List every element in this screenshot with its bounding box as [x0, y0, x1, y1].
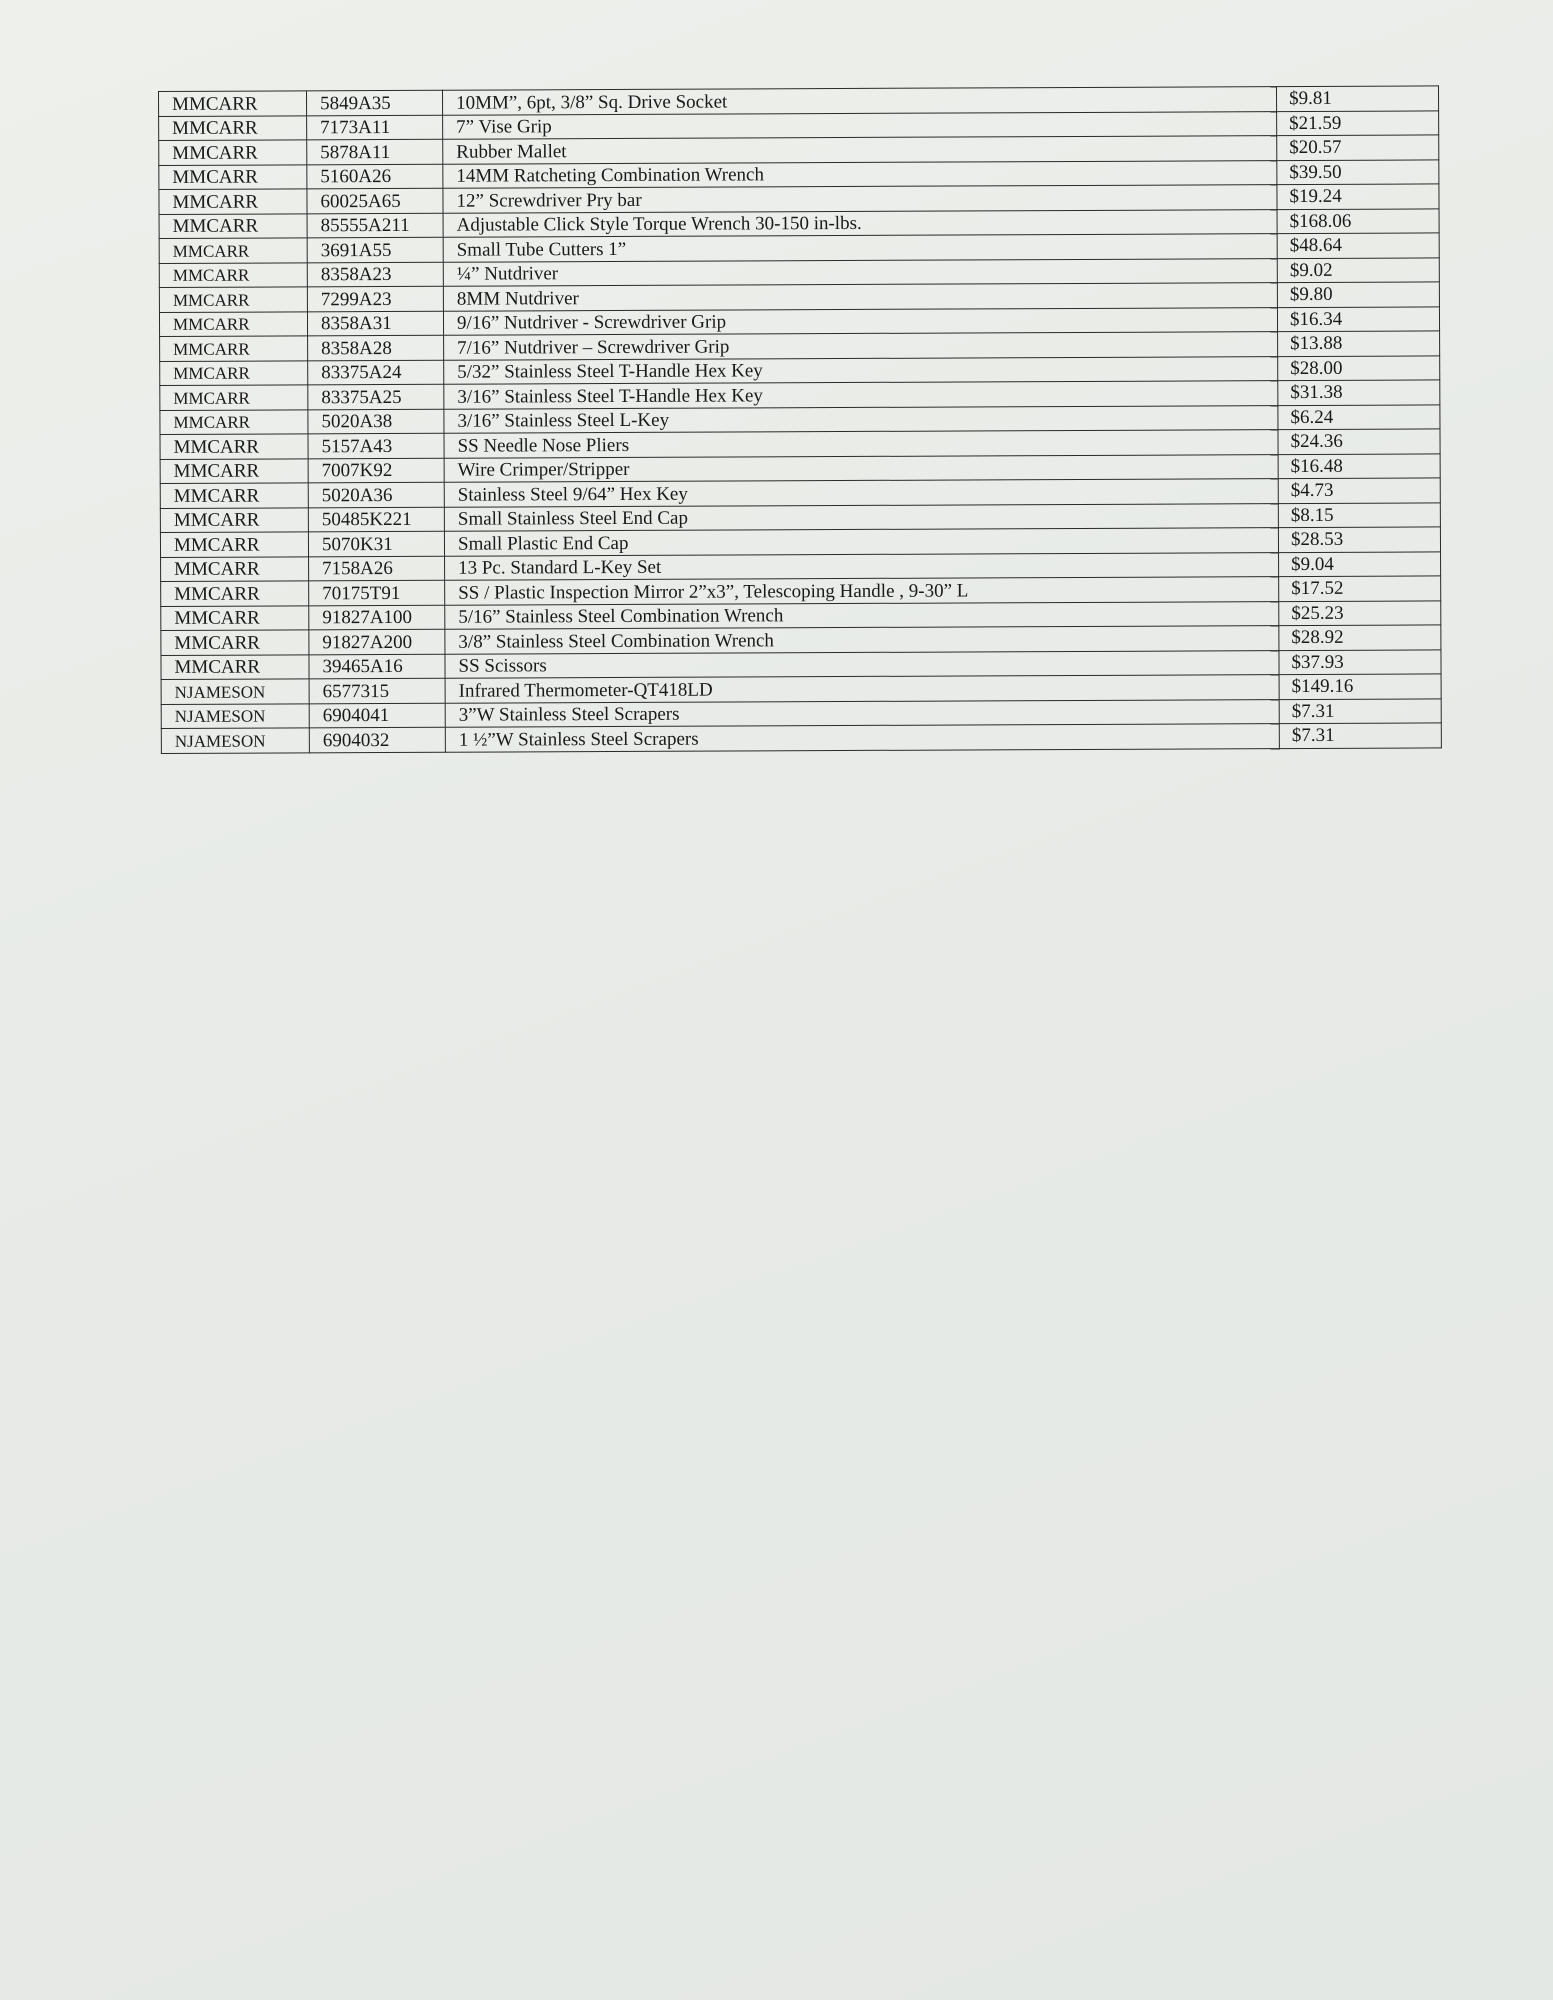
description-cell: 9/16” Nutdriver - Screwdriver Grip [443, 307, 1277, 335]
description-cell: 1 ½”W Stainless Steel Scrapers [445, 724, 1279, 752]
part-number-cell: 7007K92 [308, 458, 444, 483]
part-number-cell: 6904032 [309, 727, 445, 752]
vendor-cell: MMCARR [159, 213, 307, 238]
price-cell: $28.92 [1279, 625, 1441, 650]
vendor-cell: MMCARR [160, 507, 308, 532]
price-cell: $48.64 [1277, 233, 1439, 258]
vendor-cell: MMCARR [159, 189, 307, 214]
vendor-cell: MMCARR [159, 115, 307, 140]
vendor-cell: MMCARR [160, 336, 308, 361]
vendor-cell: MMCARR [159, 164, 307, 189]
vendor-cell: NJAMESON [161, 679, 309, 704]
part-number-cell: 60025A65 [307, 188, 443, 213]
vendor-cell: MMCARR [160, 360, 308, 385]
price-cell: $9.80 [1277, 282, 1439, 307]
vendor-cell: MMCARR [160, 483, 308, 508]
vendor-cell: MMCARR [161, 654, 309, 679]
part-number-cell: 6904041 [309, 703, 445, 728]
price-cell: $28.00 [1278, 355, 1440, 380]
part-number-cell: 7299A23 [307, 286, 443, 311]
price-cell: $16.34 [1277, 306, 1439, 331]
vendor-cell: MMCARR [161, 630, 309, 655]
part-number-cell: 85555A211 [307, 213, 443, 238]
vendor-cell: MMCARR [161, 605, 309, 630]
vendor-cell: MMCARR [159, 311, 307, 336]
part-number-cell: 83375A24 [308, 360, 444, 385]
part-number-cell: 8358A28 [308, 335, 444, 360]
part-number-cell: 7158A26 [309, 556, 445, 581]
description-cell: 5/16” Stainless Steel Combination Wrench [445, 601, 1279, 629]
description-cell: 12” Screwdriver Pry bar [443, 185, 1277, 213]
price-cell: $168.06 [1277, 208, 1439, 233]
price-cell: $4.73 [1278, 478, 1440, 503]
part-number-cell: 91827A200 [309, 629, 445, 654]
description-cell: 10MM”, 6pt, 3/8” Sq. Drive Socket [442, 87, 1276, 115]
part-number-cell: 5020A36 [308, 482, 444, 507]
table-row [161, 723, 1441, 753]
price-cell: $24.36 [1278, 429, 1440, 454]
description-cell: Stainless Steel 9/64” Hex Key [444, 479, 1278, 507]
price-cell: $7.31 [1279, 723, 1441, 748]
description-cell: Rubber Mallet [443, 136, 1277, 164]
vendor-cell: NJAMESON [161, 728, 309, 753]
part-number-cell: 5070K31 [308, 531, 444, 556]
vendor-cell: MMCARR [159, 238, 307, 263]
vendor-cell: MMCARR [160, 409, 308, 434]
description-cell: ¼” Nutdriver [443, 258, 1277, 286]
vendor-cell: NJAMESON [161, 703, 309, 728]
vendor-cell: MMCARR [159, 287, 307, 312]
description-cell: 3/16” Stainless Steel T-Handle Hex Key [444, 381, 1278, 409]
description-cell: 3/16” Stainless Steel L-Key [444, 405, 1278, 433]
description-cell: 8MM Nutdriver [443, 283, 1277, 311]
price-cell: $6.24 [1278, 404, 1440, 429]
price-cell: $149.16 [1279, 674, 1441, 699]
description-cell: 13 Pc. Standard L-Key Set [445, 552, 1279, 580]
description-cell: Wire Crimper/Stripper [444, 454, 1278, 482]
vendor-cell: MMCARR [159, 140, 307, 165]
vendor-cell: MMCARR [160, 458, 308, 483]
description-cell: SS Needle Nose Pliers [444, 430, 1278, 458]
part-number-cell: 5157A43 [308, 433, 444, 458]
part-number-cell: 39465A16 [309, 654, 445, 679]
price-cell: $21.59 [1277, 110, 1439, 135]
description-cell: Small Stainless Steel End Cap [444, 503, 1278, 531]
price-cell: $16.48 [1278, 453, 1440, 478]
price-cell: $25.23 [1279, 600, 1441, 625]
price-cell: $13.88 [1278, 331, 1440, 356]
part-number-cell: 5160A26 [307, 164, 443, 189]
description-cell: 5/32” Stainless Steel T-Handle Hex Key [444, 356, 1278, 384]
description-cell: 7” Vise Grip [443, 111, 1277, 139]
vendor-cell: MMCARR [160, 532, 308, 557]
description-cell: Infrared Thermometer-QT418LD [445, 675, 1279, 703]
vendor-cell: MMCARR [160, 385, 308, 410]
description-cell: Adjustable Click Style Torque Wrench 30-150 in-lbs. [443, 209, 1277, 237]
vendor-cell: MMCARR [159, 91, 307, 116]
vendor-cell: MMCARR [161, 581, 309, 606]
parts-table-wrapper [158, 85, 1441, 753]
description-cell: SS Scissors [445, 650, 1279, 678]
description-cell: Small Tube Cutters 1” [443, 234, 1277, 262]
price-cell: $19.24 [1277, 184, 1439, 209]
description-cell: 14MM Ratcheting Combination Wrench [443, 160, 1277, 188]
part-number-cell: 83375A25 [308, 384, 444, 409]
price-cell: $8.15 [1278, 502, 1440, 527]
price-cell: $9.04 [1279, 551, 1441, 576]
price-cell: $37.93 [1279, 649, 1441, 674]
price-cell: $17.52 [1279, 576, 1441, 601]
description-cell: 7/16” Nutdriver – Screwdriver Grip [444, 332, 1278, 360]
vendor-cell: MMCARR [159, 262, 307, 287]
part-number-cell: 50485K221 [308, 507, 444, 532]
price-cell: $9.02 [1277, 257, 1439, 282]
part-number-cell: 7173A11 [307, 115, 443, 140]
part-number-cell: 3691A55 [307, 237, 443, 262]
part-number-cell: 8358A23 [307, 262, 443, 287]
part-number-cell: 6577315 [309, 678, 445, 703]
description-cell: 3/8” Stainless Steel Combination Wrench [445, 626, 1279, 654]
vendor-cell: MMCARR [160, 434, 308, 459]
parts-table [158, 85, 1442, 753]
description-cell: Small Plastic End Cap [444, 528, 1278, 556]
vendor-cell: MMCARR [161, 556, 309, 581]
part-number-cell: 70175T91 [309, 580, 445, 605]
part-number-cell: 5878A11 [307, 139, 443, 164]
price-cell: $9.81 [1276, 86, 1438, 111]
description-cell: SS / Plastic Inspection Mirror 2”x3”, Telescoping Handle , 9-30” L [445, 577, 1279, 605]
part-number-cell: 5849A35 [307, 90, 443, 115]
price-cell: $28.53 [1278, 527, 1440, 552]
description-cell: 3”W Stainless Steel Scrapers [445, 699, 1279, 727]
part-number-cell: 8358A31 [307, 311, 443, 336]
price-cell: $39.50 [1277, 159, 1439, 184]
parts-table-body [159, 86, 1442, 753]
part-number-cell: 91827A100 [309, 605, 445, 630]
price-cell: $20.57 [1277, 135, 1439, 160]
part-number-cell: 5020A38 [308, 409, 444, 434]
price-cell: $7.31 [1279, 698, 1441, 723]
price-cell: $31.38 [1278, 380, 1440, 405]
